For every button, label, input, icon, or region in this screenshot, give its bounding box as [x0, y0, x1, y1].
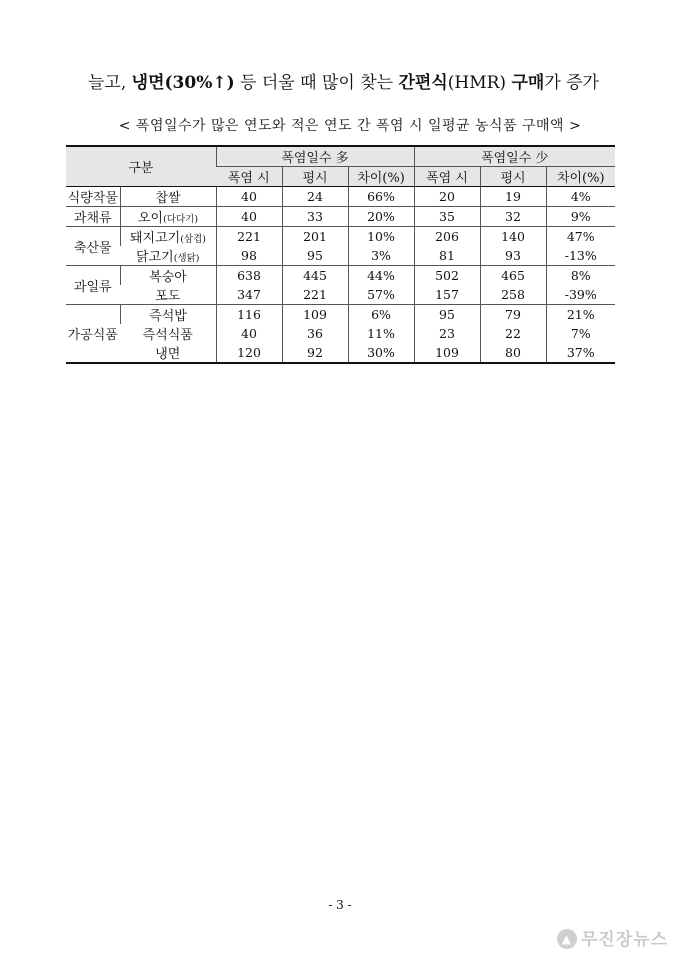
value-cell: 11%	[348, 324, 414, 343]
value-cell: 40	[216, 187, 282, 207]
value-cell: 30%	[348, 343, 414, 363]
value-cell: 32	[480, 207, 546, 227]
value-cell: 502	[414, 266, 480, 286]
value-cell: 81	[414, 246, 480, 266]
value-cell: 57%	[348, 285, 414, 305]
value-cell: 36	[282, 324, 348, 343]
item-cell: 닭고기(생닭)	[120, 246, 216, 266]
headline-text-1: 늘고,	[88, 73, 132, 93]
table-row	[66, 227, 615, 247]
category-header: 구분	[66, 146, 216, 187]
value-cell: 465	[480, 266, 546, 286]
value-cell: 120	[216, 343, 282, 363]
headline-text-4: 가 증가	[544, 73, 599, 93]
value-cell: 40	[216, 207, 282, 227]
sub-header: 폭염 시	[414, 167, 480, 187]
value-cell: 445	[282, 266, 348, 286]
item-cell: 돼지고기(삼겹)	[120, 227, 216, 247]
value-cell: -39%	[546, 285, 615, 305]
value-cell: 347	[216, 285, 282, 305]
table-row	[66, 207, 615, 227]
value-cell: 21%	[546, 305, 615, 325]
sub-header: 평시	[282, 167, 348, 187]
value-cell: 221	[282, 285, 348, 305]
watermark	[557, 925, 668, 950]
value-cell: -13%	[546, 246, 615, 266]
value-cell: 80	[480, 343, 546, 363]
category-cell: 식량작물	[66, 187, 120, 207]
table-row	[66, 266, 615, 286]
value-cell: 98	[216, 246, 282, 266]
category-cell: 과채류	[66, 207, 120, 227]
category-cell: 과일류	[66, 266, 120, 305]
value-cell: 22	[480, 324, 546, 343]
table-row	[66, 246, 615, 266]
item-cell: 포도	[120, 285, 216, 305]
value-cell: 40	[216, 324, 282, 343]
purchase-table	[66, 145, 615, 364]
item-cell: 복숭아	[120, 266, 216, 286]
value-cell: 3%	[348, 246, 414, 266]
value-cell: 37%	[546, 343, 615, 363]
value-cell: 79	[480, 305, 546, 325]
value-cell: 157	[414, 285, 480, 305]
value-cell: 109	[282, 305, 348, 325]
value-cell: 93	[480, 246, 546, 266]
value-cell: 20	[414, 187, 480, 207]
category-cell: 가공식품	[67, 328, 118, 343]
item-cell: 오이(다다기)	[120, 207, 216, 227]
table-row	[66, 305, 615, 325]
value-cell: 35	[414, 207, 480, 227]
value-cell: 33	[282, 207, 348, 227]
headline-bold-2: 간편식	[398, 73, 448, 93]
item-cell: 즉석식품	[142, 328, 193, 343]
item-cell: 즉석밥	[120, 305, 216, 325]
value-cell: 109	[414, 343, 480, 363]
value-cell: 95	[282, 246, 348, 266]
table-row	[66, 343, 615, 363]
sub-header: 차이(%)	[546, 167, 615, 187]
value-cell: 19	[480, 187, 546, 207]
sub-header: 차이(%)	[348, 167, 414, 187]
headline-text-3: (HMR)	[447, 73, 512, 93]
value-cell: 66%	[348, 187, 414, 207]
table-row	[66, 324, 615, 343]
item-cell: 냉면	[155, 347, 181, 362]
table-row	[66, 187, 615, 207]
value-cell: 140	[480, 227, 546, 247]
group-header-mild: 폭염일수 少	[414, 146, 615, 167]
value-cell: 9%	[546, 207, 615, 227]
item-cell: 찹쌀	[120, 187, 216, 207]
table-row	[66, 285, 615, 305]
group-header-hot: 폭염일수 多	[216, 146, 414, 167]
value-cell: 23	[414, 324, 480, 343]
value-cell: 92	[282, 343, 348, 363]
sub-header: 폭염 시	[216, 167, 282, 187]
value-cell: 8%	[546, 266, 615, 286]
value-cell: 201	[282, 227, 348, 247]
sub-header: 평시	[480, 167, 546, 187]
value-cell: 20%	[348, 207, 414, 227]
value-cell: 206	[414, 227, 480, 247]
page-number: - 3 -	[328, 898, 352, 912]
value-cell: 44%	[348, 266, 414, 286]
value-cell: 47%	[546, 227, 615, 247]
category-cell: 축산물	[66, 227, 120, 266]
value-cell: 10%	[348, 227, 414, 247]
headline-bold-1: 냉면(30%↑)	[131, 73, 235, 93]
value-cell: 95	[414, 305, 480, 325]
value-cell: 4%	[546, 187, 615, 207]
watermark-text: 무진장뉴스	[580, 930, 668, 950]
value-cell: 6%	[348, 305, 414, 325]
logo-icon: ▲	[557, 929, 577, 949]
headline	[88, 68, 628, 93]
value-cell: 221	[216, 227, 282, 247]
value-cell: 258	[480, 285, 546, 305]
headline-bold-3: 구매	[511, 73, 545, 93]
table-title: < 폭염일수가 많은 연도와 적은 연도 간 폭염 시 일평균 농식품 구매액 >	[118, 118, 582, 134]
value-cell: 116	[216, 305, 282, 325]
value-cell: 7%	[546, 324, 615, 343]
headline-text-2: 등 더울 때 많이 찾는	[234, 73, 399, 93]
value-cell: 638	[216, 266, 282, 286]
value-cell: 24	[282, 187, 348, 207]
